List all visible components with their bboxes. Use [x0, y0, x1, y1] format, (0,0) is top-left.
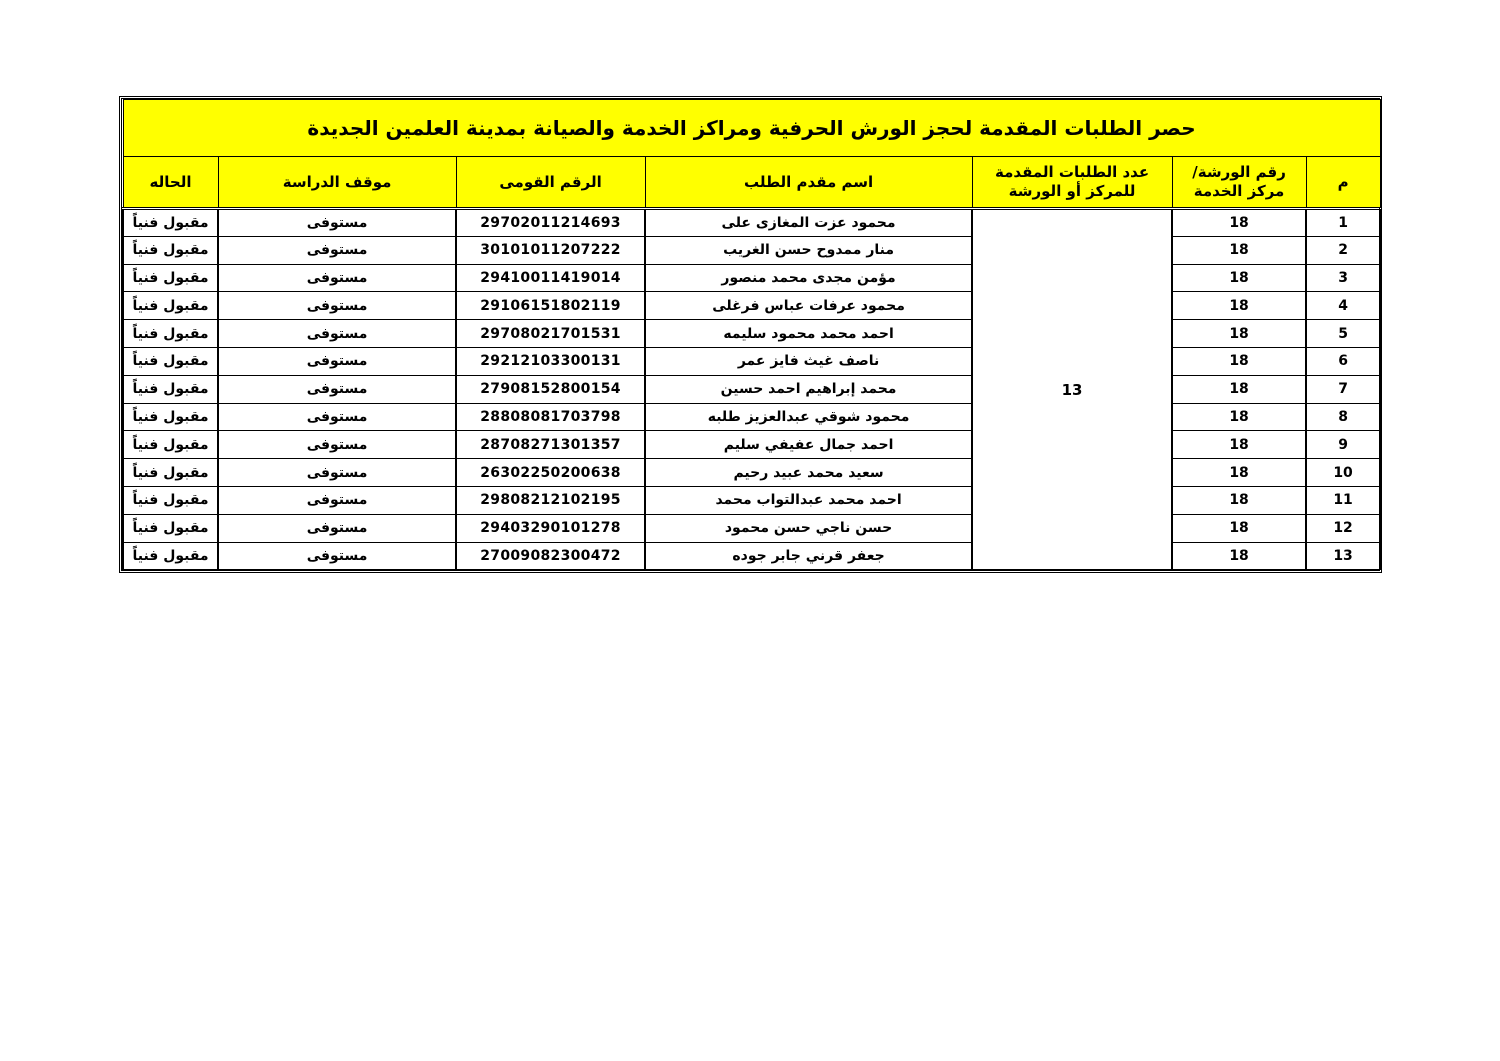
cell-study: مستوفى: [218, 375, 456, 403]
table-row: [123, 459, 1380, 487]
cell-name: احمد محمد عبدالتواب محمد: [645, 486, 972, 514]
cell-status: مقبول فنياً: [123, 236, 218, 264]
cell-seq: 9: [1306, 431, 1380, 459]
cell-national-id: 29106151802119: [456, 292, 645, 320]
cell-seq: 13: [1306, 542, 1380, 570]
cell-seq: 3: [1306, 264, 1380, 292]
cell-national-id: 30101011207222: [456, 236, 645, 264]
cell-seq: 6: [1306, 347, 1380, 375]
cell-workshop: 18: [1172, 486, 1306, 514]
requests-table-frame: [119, 96, 1382, 573]
cell-workshop: 18: [1172, 375, 1306, 403]
page-title: حصر الطلبات المقدمة لحجز الورش الحرفية ومراكز الخدمة والصيانة بمدينة العلمين الجديدة: [123, 100, 1380, 157]
cell-national-id: 29403290101278: [456, 514, 645, 542]
table-row: [123, 431, 1380, 459]
cell-seq: 11: [1306, 486, 1380, 514]
cell-study: مستوفى: [218, 486, 456, 514]
cell-status: مقبول فنياً: [123, 347, 218, 375]
cell-national-id: 29708021701531: [456, 320, 645, 348]
cell-name: محمود عرفات عباس فرغلى: [645, 292, 972, 320]
cell-workshop: 18: [1172, 320, 1306, 348]
cell-seq: 4: [1306, 292, 1380, 320]
header-seq: م: [1306, 157, 1380, 209]
cell-study: مستوفى: [218, 347, 456, 375]
cell-workshop: 18: [1172, 264, 1306, 292]
cell-status: مقبول فنياً: [123, 375, 218, 403]
cell-seq: 2: [1306, 236, 1380, 264]
cell-national-id: 29808212102195: [456, 486, 645, 514]
cell-name: ناصف غيث فايز عمر: [645, 347, 972, 375]
table-row: [123, 264, 1380, 292]
table-row: [123, 403, 1380, 431]
cell-national-id: 26302250200638: [456, 459, 645, 487]
cell-national-id: 28808081703798: [456, 403, 645, 431]
cell-study: مستوفى: [218, 236, 456, 264]
table-row: [123, 292, 1380, 320]
title-row: [123, 100, 1380, 157]
cell-seq: 12: [1306, 514, 1380, 542]
cell-study: مستوفى: [218, 264, 456, 292]
cell-name: منار ممدوح حسن الغريب: [645, 236, 972, 264]
cell-workshop: 18: [1172, 347, 1306, 375]
cell-status: مقبول فنياً: [123, 459, 218, 487]
header-row: [123, 157, 1380, 209]
cell-name: احمد جمال عفيفي سليم: [645, 431, 972, 459]
cell-status: مقبول فنياً: [123, 514, 218, 542]
cell-national-id: 27908152800154: [456, 375, 645, 403]
cell-workshop: 18: [1172, 403, 1306, 431]
header-count: عدد الطلبات المقدمة للمركز أو الورشة: [972, 157, 1172, 209]
cell-national-id: 27009082300472: [456, 542, 645, 570]
cell-name: سعيد محمد عبيد رحيم: [645, 459, 972, 487]
cell-name: محمد إبراهيم احمد حسين: [645, 375, 972, 403]
cell-seq: 8: [1306, 403, 1380, 431]
cell-national-id: 29702011214693: [456, 209, 645, 237]
cell-seq: 7: [1306, 375, 1380, 403]
cell-status: مقبول فنياً: [123, 542, 218, 570]
cell-status: مقبول فنياً: [123, 486, 218, 514]
cell-study: مستوفى: [218, 459, 456, 487]
cell-workshop: 18: [1172, 459, 1306, 487]
cell-national-id: 29212103300131: [456, 347, 645, 375]
cell-status: مقبول فنياً: [123, 264, 218, 292]
table-row: [123, 347, 1380, 375]
cell-workshop: 18: [1172, 542, 1306, 570]
cell-status: مقبول فنياً: [123, 431, 218, 459]
cell-name: محمود شوقي عبدالعزيز طلبه: [645, 403, 972, 431]
header-national-id: الرقم القومى: [456, 157, 645, 209]
header-status: الحاله: [123, 157, 218, 209]
cell-name: حسن ناجي حسن محمود: [645, 514, 972, 542]
cell-name: جعفر قرني جابر جوده: [645, 542, 972, 570]
cell-workshop: 18: [1172, 209, 1306, 237]
cell-study: مستوفى: [218, 292, 456, 320]
table-row: [123, 542, 1380, 570]
cell-name: مؤمن مجدى محمد منصور: [645, 264, 972, 292]
cell-study: مستوفى: [218, 514, 456, 542]
table-row: [123, 209, 1380, 237]
cell-workshop: 18: [1172, 514, 1306, 542]
cell-workshop: 18: [1172, 236, 1306, 264]
cell-name: احمد محمد محمود سليمه: [645, 320, 972, 348]
table-body: [123, 209, 1380, 570]
table-row: [123, 375, 1380, 403]
cell-seq: 1: [1306, 209, 1380, 237]
cell-status: مقبول فنياً: [123, 209, 218, 237]
cell-study: مستوفى: [218, 542, 456, 570]
table-row: [123, 320, 1380, 348]
cell-status: مقبول فنياً: [123, 320, 218, 348]
header-workshop: رقم الورشة/ مركز الخدمة: [1172, 157, 1306, 209]
table-row: [123, 486, 1380, 514]
cell-status: مقبول فنياً: [123, 292, 218, 320]
cell-study: مستوفى: [218, 403, 456, 431]
table-row: [123, 514, 1380, 542]
requests-table: [122, 99, 1381, 570]
cell-study: مستوفى: [218, 320, 456, 348]
cell-name: محمود عزت المغازى على: [645, 209, 972, 237]
cell-seq: 10: [1306, 459, 1380, 487]
cell-study: مستوفى: [218, 431, 456, 459]
cell-workshop: 18: [1172, 292, 1306, 320]
table-row: [123, 236, 1380, 264]
cell-request-count: 13: [972, 209, 1172, 570]
cell-workshop: 18: [1172, 431, 1306, 459]
cell-national-id: 28708271301357: [456, 431, 645, 459]
cell-seq: 5: [1306, 320, 1380, 348]
cell-national-id: 29410011419014: [456, 264, 645, 292]
cell-status: مقبول فنياً: [123, 403, 218, 431]
cell-study: مستوفى: [218, 209, 456, 237]
header-study: موقف الدراسة: [218, 157, 456, 209]
header-name: اسم مقدم الطلب: [645, 157, 972, 209]
